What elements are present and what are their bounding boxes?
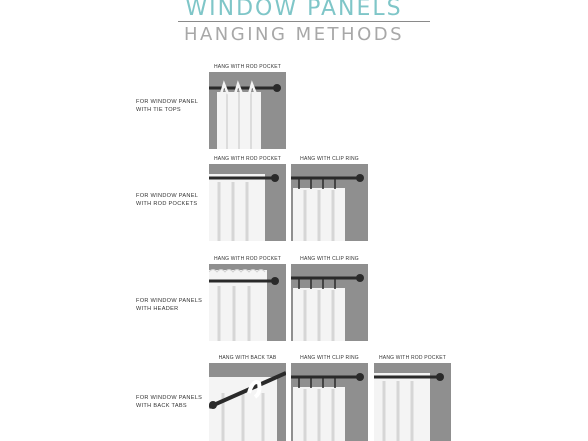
rod-pocket-illustration bbox=[374, 363, 451, 441]
page-subtitle: HANGING METHODS bbox=[183, 24, 405, 45]
tie-top-illustration bbox=[209, 72, 286, 149]
caption-clip-ring: HANG WITH CLIP RING bbox=[300, 355, 359, 361]
caption-rod-pocket: HANG WITH ROD POCKET bbox=[213, 64, 282, 70]
title-divider bbox=[178, 21, 430, 22]
back-tab-illustration bbox=[209, 363, 286, 441]
caption-clip-ring: HANG WITH CLIP RING bbox=[300, 156, 359, 162]
header-illustration bbox=[209, 264, 286, 341]
caption-clip-ring: HANG WITH CLIP RING bbox=[300, 256, 359, 262]
caption-rod-pocket: HANG WITH ROD POCKET bbox=[213, 156, 282, 162]
row-label-back-tabs: FOR WINDOW PANELS WITH BACK TABS bbox=[136, 395, 203, 409]
clip-ring-illustration bbox=[291, 264, 368, 341]
caption-back-tab: HANG WITH BACK TAB bbox=[218, 355, 277, 361]
row-label-tie-tops: FOR WINDOW PANEL WITH TIE TOPS bbox=[136, 99, 198, 113]
page-title: WINDOW PANELS bbox=[185, 0, 403, 21]
caption-rod-pocket: HANG WITH ROD POCKET bbox=[378, 355, 447, 361]
clip-ring-illustration bbox=[291, 164, 368, 241]
caption-rod-pocket: HANG WITH ROD POCKET bbox=[213, 256, 282, 262]
row-label-rod-pockets: FOR WINDOW PANEL WITH ROD POCKETS bbox=[136, 193, 198, 207]
row-label-header: FOR WINDOW PANELS WITH HEADER bbox=[136, 298, 203, 312]
clip-ring-illustration bbox=[291, 363, 368, 441]
rod-pocket-illustration bbox=[209, 164, 286, 241]
